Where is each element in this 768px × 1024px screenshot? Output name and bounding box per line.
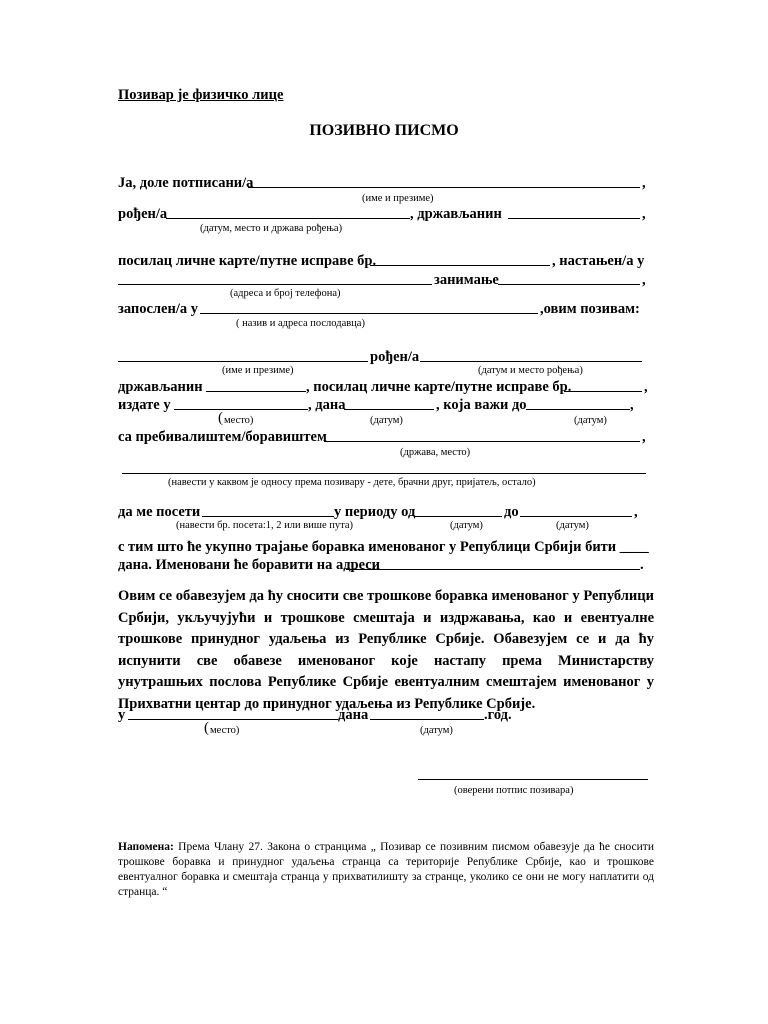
guest-id-label: , посилац личне карте/путне исправе бр. [306,379,572,395]
sign-place-hint: место) [210,725,240,736]
caller-citizenship-field[interactable] [508,218,640,219]
to-label: до [504,504,519,520]
sign-in-label: у [118,707,126,723]
valid-label: , која важи до [436,397,527,413]
comma: , [642,429,646,445]
guest-id-number-field[interactable] [564,391,642,392]
visits-hint: (навести бр. посета:1, 2 или више пута) [176,520,353,531]
date-hint: (датум) [556,520,589,531]
place-hint: место) [224,415,254,426]
sign-date-field[interactable] [370,719,484,720]
employed-label: запослен/а у [118,301,199,317]
date-hint: (датум) [574,415,607,426]
caller-occupation-field[interactable] [498,284,640,285]
caller-type-heading: Позивар је физичко лице [118,87,284,103]
invite-label: ,овим позивам: [540,301,640,317]
sign-date-label: дана [338,707,369,723]
stay-address-field[interactable] [346,569,640,570]
signature-hint: (оверени потпис позивара) [454,785,574,796]
guest-born-label: рођен/а [370,349,420,365]
day-label: , дана [308,397,346,413]
guest-birth-hint: (датум и место рођења) [478,365,583,376]
guest-citizen-label: држављанин [118,379,203,395]
citizen-label: , држављанин [410,206,502,222]
period-from-field[interactable] [414,516,502,517]
name-hint: (име и презиме) [362,193,434,204]
born-label: рођен/а [118,206,168,222]
period-to-field[interactable] [520,516,632,517]
relation-field[interactable] [122,473,646,474]
guest-birth-field[interactable] [420,361,642,362]
issued-label: издате у [118,397,171,413]
note-text: Према Члану 27. Закона о странцима „ Позивар се позивним писмом обавезује да ће сносити трошкове боравка и принудног удаљења странца са територије Републике Србије, као и трошкове евентуалног боравка и смештаја странца у прихватилишту за странце, уколико се они не могу наплатити од странца. “ [118,841,654,898]
note-label: Напомена: [118,841,174,853]
resident-label: , настањен/а у [552,253,645,269]
valid-until-field[interactable] [526,409,630,410]
visit-label: да ме посети [118,504,201,520]
guest-name-hint: (име и презиме) [222,365,294,376]
guest-name-field[interactable] [118,361,368,362]
legal-note [118,840,654,900]
caller-name-field[interactable] [248,187,640,188]
sign-date-hint: (датум) [420,725,453,736]
caller-address-field[interactable] [118,284,432,285]
relation-hint: (навести у каквом је односу према позивару - дете, брачни друг, пријатељ, остало) [168,477,536,488]
occupation-label: занимање [434,272,499,288]
page-title: ПОЗИВНО ПИСМО [309,122,459,139]
obligation-paragraph: Овим се обавезујем да ћу сносити све трошкове боравка именованог у Републици Србији, укључујући и трошкове смештаја и издржавања, као и евентуалне трошкове принудног удаљења из Републике Србије. Обавезујем се и да ћу испунити све обавезе именованог које настапу према Министарству унутрашњих послова Републике Србије евентуалним смештајем именованог у Прихватни центар до принудног удаљења из Републике Србије. [118,588,654,712]
place-hint-paren: ( [218,410,223,426]
issue-date-field[interactable] [344,409,434,410]
caller-birth-field[interactable] [166,218,410,219]
comma: , [642,272,646,288]
caller-id-number-field[interactable] [370,265,550,266]
comma: , [634,504,638,520]
id-holder-label: посилац личне карте/путне исправе бр. [118,253,377,269]
issue-place-field[interactable] [174,409,308,410]
country-place-hint: (држава, место) [400,447,471,458]
comma: , [642,175,646,191]
stay-duration-text: с тим што ће укупно трајање боравка именованог у Републици Србији бити ____ [118,539,649,555]
residence-field[interactable] [324,441,640,442]
comma: , [644,379,648,395]
period-label: у периоду од [334,504,416,520]
birth-hint: (датум, место и држава рођења) [200,223,343,234]
date-hint: (датум) [370,415,403,426]
sign-place-field[interactable] [128,719,338,720]
signature-field[interactable] [418,779,648,780]
caller-employer-field[interactable] [200,313,538,314]
residence-label: са пребивалиштем/боравиштем [118,429,327,445]
sign-place-hint-paren: ( [204,720,209,736]
comma: , [642,206,646,222]
date-hint: (датум) [450,520,483,531]
period-end: . [640,557,644,573]
stay-address-label: дана. Именовани ће боравити на адреси [118,557,381,573]
visit-count-field[interactable] [202,516,334,517]
intro-label: Ја, доле потписани/а [118,175,254,191]
year-label: .год. [484,707,512,723]
address-hint: (адреса и број телефона) [230,288,341,299]
employer-hint: ( назив и адреса послодавца) [236,318,365,329]
guest-citizenship-field[interactable] [206,391,306,392]
comma: , [630,397,634,413]
